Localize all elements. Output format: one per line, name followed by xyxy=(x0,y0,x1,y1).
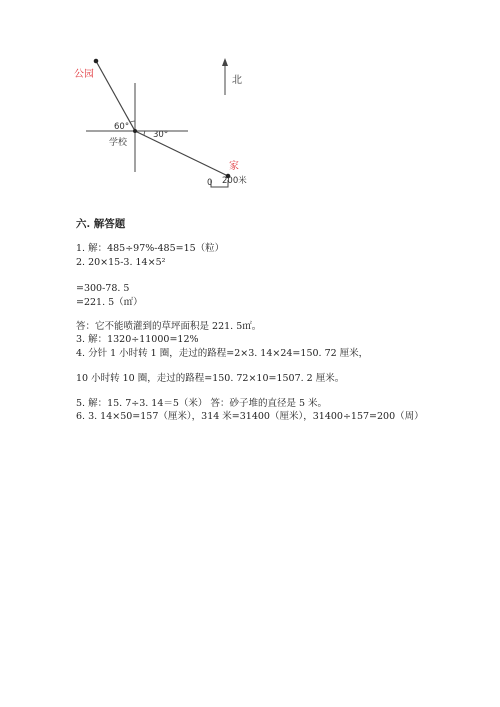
path-school-to-park xyxy=(96,61,135,131)
section-title: 六. 解答题 xyxy=(76,218,126,230)
angle-arc-30 xyxy=(144,131,145,136)
answer-line-6: 3. 解：1320÷11000=12% xyxy=(76,334,199,345)
angle-60-label: 60° xyxy=(114,122,130,132)
answer-line-9: 5. 解：15. 7÷3. 14＝5（米） 答：砂子堆的直径是 5 米。 xyxy=(76,398,328,409)
north-label: 北 xyxy=(232,75,242,86)
park-label: 公园 xyxy=(74,69,94,80)
answer-line-1: 1. 解：485÷97%-485=15（粒） xyxy=(76,243,225,254)
north-arrow xyxy=(222,58,228,95)
park-point xyxy=(94,59,99,64)
path-school-to-home xyxy=(135,131,228,176)
school-label: 学校 xyxy=(109,138,128,148)
scale-zero-label: 0 xyxy=(207,178,213,188)
school-point xyxy=(133,129,137,133)
answer-line-7: 4. 分针 1 小时转 1 圈，走过的路程=2×3. 14×24=150. 72 厘米， xyxy=(76,348,369,359)
scale-length-label: 200米 xyxy=(222,176,247,186)
answer-line-2: 2. 20×15-3. 14×5² xyxy=(76,257,166,268)
answer-line-8: 10 小时转 10 圈，走过的路程=150. 72×10=1507. 2 厘米。 xyxy=(76,373,345,384)
answer-line-3: =300-78. 5 xyxy=(76,283,130,294)
angle-30-label: 30° xyxy=(153,130,169,140)
location-map-diagram xyxy=(0,0,500,210)
home-label: 家 xyxy=(229,161,239,172)
answer-line-4: =221. 5（㎡） xyxy=(76,297,143,308)
answer-line-5: 答：它不能喷灌到的草坪面积是 221. 5㎡。 xyxy=(76,321,262,332)
angle-arc-60 xyxy=(130,121,135,122)
answer-line-10: 6. 3. 14×50=157（厘米），314 米=31400（厘米），31400÷157=200（周） xyxy=(76,411,424,422)
